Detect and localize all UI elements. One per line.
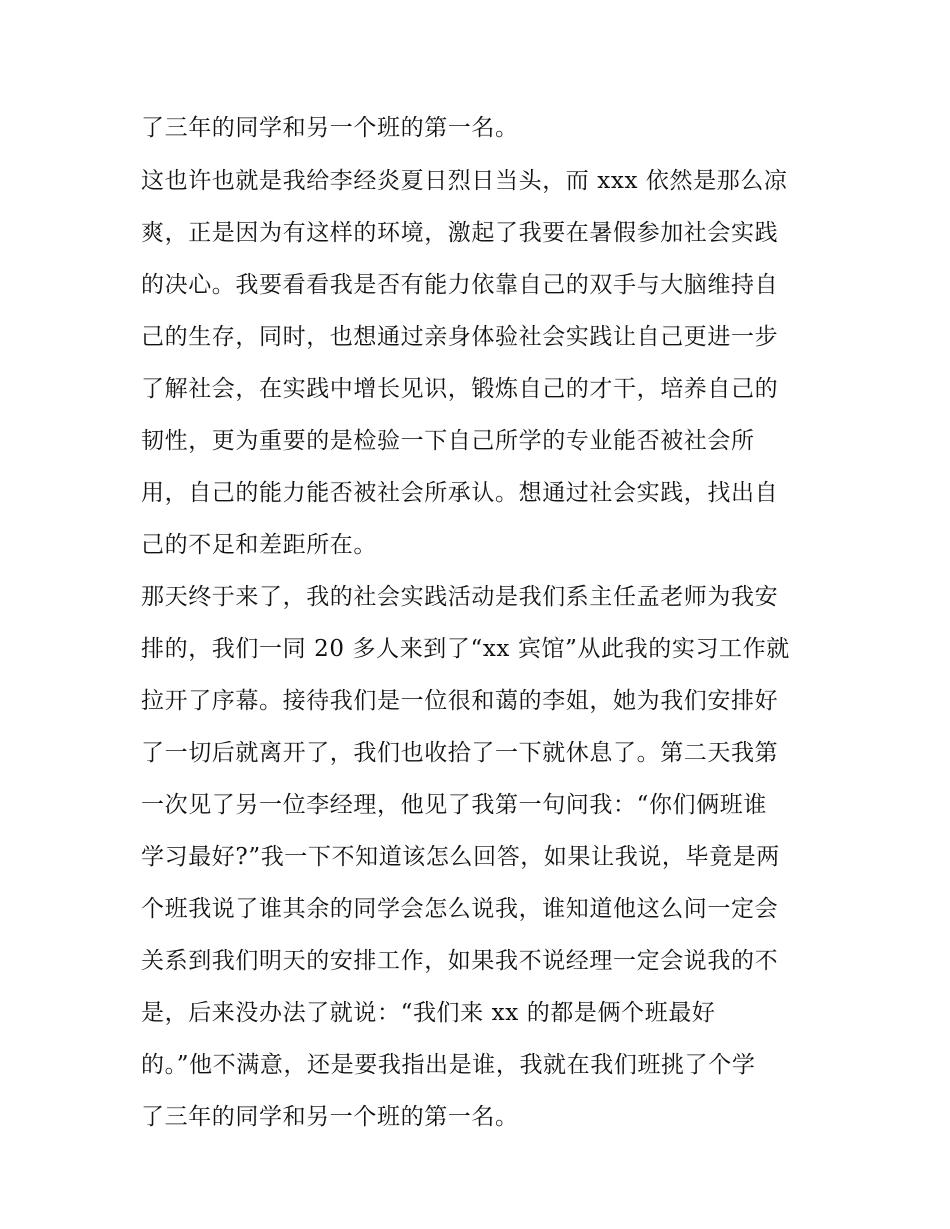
text-line: 了解社会，在实践中增长见识，锻炼自己的才干，培养自己的 [141,376,779,402]
text-line: 的。”他不满意，还是要我指出是谁，我就在我们班挑了个学 [141,1052,756,1078]
text-line: 拉开了序幕。接待我们是一位很和蔼的李姐，她为我们安排好 [141,688,779,714]
text-line: 了三年的同学和另一个班的第一名。 [141,115,519,141]
text-line: 己的生存，同时，也想通过亲身体验社会实践让自己更进一步 [141,324,779,350]
text-line: 爽，正是因为有这样的环境，激起了我要在暑假参加社会实践 [141,220,779,246]
text-line: 己的不足和差距所在。 [141,532,377,558]
text-line: 了一切后就离开了，我们也收拾了一下就休息了。第二天我第 [141,740,779,766]
text-line: 那天终于来了，我的社会实践活动是我们系主任孟老师为我安 [141,584,779,610]
text-line: 学习最好?”我一下不知道该怎么回答，如果让我说，毕竟是两 [141,844,780,870]
text-line: 个班我说了谁其余的同学会怎么说我，谁知道他这么问一定会 [141,896,779,922]
text-line: 用，自己的能力能否被社会所承认。想通过社会实践，找出自 [141,480,779,506]
text-line: 的决心。我要看看我是否有能力依靠自己的双手与大脑维持自 [141,272,779,298]
text-line: 这也许也就是我给李经炎夏日烈日当头，而 xxx 依然是那么凉 [141,168,788,194]
text-line: 了三年的同学和另一个班的第一名。 [141,1104,519,1130]
text-line: 一次见了另一位李经理，他见了我第一句问我：“你们俩班谁 [141,792,767,818]
text-line: 排的，我们一同 20 多人来到了“xx 宾馆”从此我的实习工作就 [141,636,790,662]
text-line: 关系到我们明天的安排工作，如果我不说经理一定会说我的不 [141,948,779,974]
text-line: 韧性，更为重要的是检验一下自己所学的专业能否被社会所 [141,428,755,454]
text-line: 是，后来没办法了就说：“我们来 xx 的都是俩个班最好 [141,1000,716,1026]
